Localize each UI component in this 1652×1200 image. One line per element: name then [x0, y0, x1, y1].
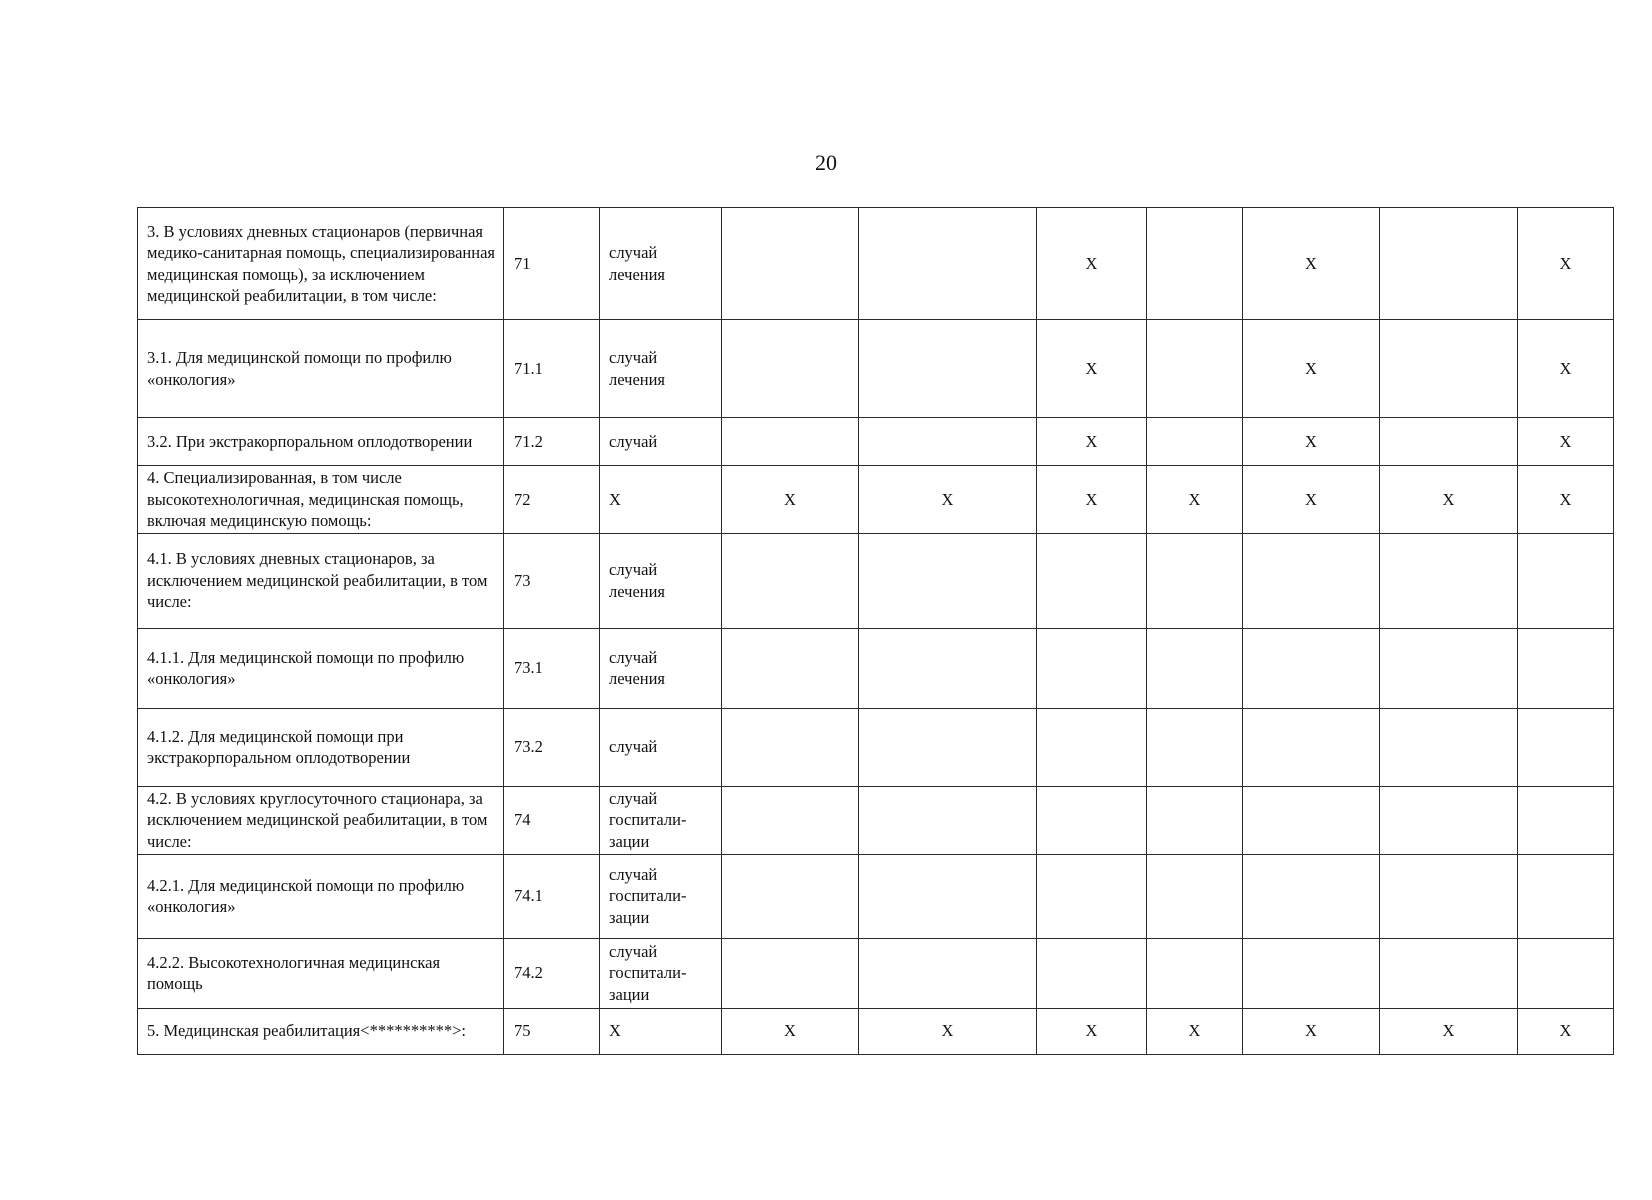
value-cell: X	[1518, 466, 1614, 534]
value-cell	[859, 938, 1037, 1008]
row-code: 75	[504, 1008, 600, 1054]
value-cell	[1380, 628, 1518, 708]
row-code: 73	[504, 533, 600, 628]
value-cell	[1518, 854, 1614, 938]
value-cell: X	[1037, 320, 1147, 418]
value-cell	[859, 320, 1037, 418]
row-name: 4.2.1. Для медицинской помощи по профилю «онкология»	[138, 854, 504, 938]
row-code: 73.2	[504, 708, 600, 786]
value-cell	[1243, 628, 1380, 708]
row-name: 3.1. Для медицинской помощи по профилю «онкология»	[138, 320, 504, 418]
value-cell	[1243, 533, 1380, 628]
value-cell	[1518, 628, 1614, 708]
value-cell	[1380, 786, 1518, 854]
value-cell	[1243, 854, 1380, 938]
value-cell	[722, 854, 859, 938]
value-cell: X	[1037, 1008, 1147, 1054]
value-cell	[1037, 854, 1147, 938]
value-cell	[1243, 708, 1380, 786]
table-row	[138, 320, 1614, 418]
table-body	[138, 208, 1614, 1055]
value-cell	[1147, 628, 1243, 708]
value-cell	[1147, 418, 1243, 466]
row-unit: случай лечения	[600, 533, 722, 628]
row-name: 4. Специализированная, в том числе высокотехнологичная, медицинская помощь, включая медицинскую помощь:	[138, 466, 504, 534]
row-unit: случай лечения	[600, 320, 722, 418]
value-cell	[1518, 533, 1614, 628]
row-name: 3.2. При экстракорпоральном оплодотворении	[138, 418, 504, 466]
data-table	[137, 207, 1614, 1055]
value-cell	[1243, 786, 1380, 854]
value-cell: X	[722, 466, 859, 534]
value-cell	[1380, 938, 1518, 1008]
row-name: 4.2. В условиях круглосуточного стационара, за исключением медицинской реабилитации, в том числе:	[138, 786, 504, 854]
value-cell: X	[859, 466, 1037, 534]
value-cell	[859, 628, 1037, 708]
value-cell	[1380, 418, 1518, 466]
row-code: 71.1	[504, 320, 600, 418]
value-cell: X	[1243, 418, 1380, 466]
value-cell: X	[1037, 208, 1147, 320]
row-code: 74.2	[504, 938, 600, 1008]
row-name: 5. Медицинская реабилитация<**********>:	[138, 1008, 504, 1054]
row-unit: случай	[600, 708, 722, 786]
value-cell: X	[1037, 418, 1147, 466]
table-row	[138, 786, 1614, 854]
value-cell	[1147, 533, 1243, 628]
value-cell: X	[859, 1008, 1037, 1054]
row-unit: X	[600, 1008, 722, 1054]
value-cell: X	[1518, 1008, 1614, 1054]
value-cell: X	[1518, 320, 1614, 418]
row-name: 4.1. В условиях дневных стационаров, за исключением медицинской реабилитации, в том числе:	[138, 533, 504, 628]
value-cell	[722, 938, 859, 1008]
value-cell	[722, 708, 859, 786]
value-cell	[859, 708, 1037, 786]
value-cell	[1380, 708, 1518, 786]
value-cell	[1518, 708, 1614, 786]
row-unit: случай лечения	[600, 628, 722, 708]
row-code: 71.2	[504, 418, 600, 466]
value-cell	[1380, 854, 1518, 938]
row-code: 71	[504, 208, 600, 320]
value-cell	[722, 628, 859, 708]
value-cell	[1147, 854, 1243, 938]
value-cell	[1380, 533, 1518, 628]
value-cell: X	[1380, 466, 1518, 534]
table-row	[138, 628, 1614, 708]
value-cell: X	[1243, 208, 1380, 320]
value-cell	[722, 320, 859, 418]
table-row	[138, 938, 1614, 1008]
row-name: 3. В условиях дневных стационаров (первичная медико-санитарная помощь, специализированная медицинская помощь), за исключением медицинской реабилитации, в том числе:	[138, 208, 504, 320]
row-unit: случай	[600, 418, 722, 466]
table-row	[138, 854, 1614, 938]
value-cell: X	[1147, 466, 1243, 534]
value-cell	[1380, 320, 1518, 418]
value-cell	[1147, 938, 1243, 1008]
row-name: 4.1.1. Для медицинской помощи по профилю «онкология»	[138, 628, 504, 708]
table-row	[138, 533, 1614, 628]
value-cell	[1037, 628, 1147, 708]
table-row	[138, 466, 1614, 534]
value-cell: X	[1243, 320, 1380, 418]
value-cell	[1037, 708, 1147, 786]
value-cell: X	[1243, 466, 1380, 534]
value-cell	[1037, 786, 1147, 854]
row-unit: случай госпитали-зации	[600, 786, 722, 854]
value-cell	[722, 786, 859, 854]
value-cell	[722, 208, 859, 320]
page-number: 20	[815, 150, 837, 175]
value-cell	[1518, 938, 1614, 1008]
value-cell	[859, 786, 1037, 854]
row-code: 74	[504, 786, 600, 854]
row-name: 4.1.2. Для медицинской помощи при экстракорпоральном оплодотворении	[138, 708, 504, 786]
value-cell: X	[1518, 418, 1614, 466]
value-cell	[1147, 320, 1243, 418]
value-cell	[1380, 208, 1518, 320]
value-cell	[1518, 786, 1614, 854]
row-unit: случай госпитали-зации	[600, 938, 722, 1008]
row-code: 72	[504, 466, 600, 534]
row-code: 74.1	[504, 854, 600, 938]
value-cell: X	[722, 1008, 859, 1054]
value-cell: X	[1147, 1008, 1243, 1054]
row-unit: случай лечения	[600, 208, 722, 320]
value-cell	[1037, 938, 1147, 1008]
value-cell: X	[1037, 466, 1147, 534]
value-cell	[722, 418, 859, 466]
table-row	[138, 418, 1614, 466]
row-unit: случай госпитали-зации	[600, 854, 722, 938]
value-cell	[1037, 533, 1147, 628]
table-row	[138, 1008, 1614, 1054]
row-name: 4.2.2. Высокотехнологичная медицинская помощь	[138, 938, 504, 1008]
row-code: 73.1	[504, 628, 600, 708]
value-cell	[859, 854, 1037, 938]
value-cell	[1243, 938, 1380, 1008]
value-cell	[859, 208, 1037, 320]
value-cell	[1147, 708, 1243, 786]
value-cell: X	[1518, 208, 1614, 320]
value-cell: X	[1380, 1008, 1518, 1054]
value-cell	[859, 533, 1037, 628]
value-cell	[722, 533, 859, 628]
table-row	[138, 208, 1614, 320]
value-cell	[859, 418, 1037, 466]
table-row	[138, 708, 1614, 786]
value-cell	[1147, 786, 1243, 854]
value-cell	[1147, 208, 1243, 320]
row-unit: X	[600, 466, 722, 534]
value-cell: X	[1243, 1008, 1380, 1054]
